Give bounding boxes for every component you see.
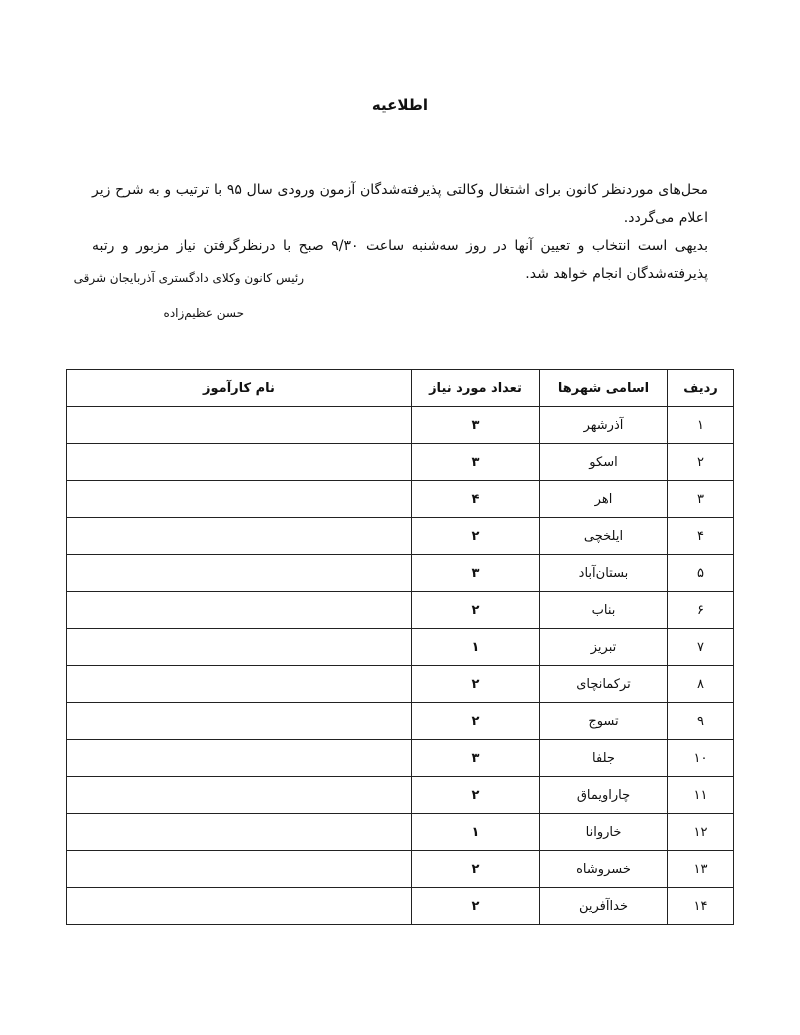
table-row [67,407,734,444]
table-body [67,407,734,925]
cell-count: ۲ [412,592,540,629]
cell-count: ۳ [412,407,540,444]
table-row [67,444,734,481]
cell-row-number: ۶ [668,592,734,629]
cell-trainee [67,814,412,851]
cell-count: ۳ [412,555,540,592]
cities-table [66,369,734,925]
cell-row-number: ۱۰ [668,740,734,777]
cell-city: چاراویماق [540,777,668,814]
cell-row-number: ۱۲ [668,814,734,851]
cell-count: ۳ [412,740,540,777]
table-row [67,703,734,740]
cell-count: ۴ [412,481,540,518]
table-row [67,518,734,555]
cell-trainee [67,629,412,666]
table-row [67,592,734,629]
cell-count: ۱ [412,814,540,851]
cell-count: ۲ [412,777,540,814]
cell-trainee [67,518,412,555]
cell-row-number: ۹ [668,703,734,740]
cell-row-number: ۳ [668,481,734,518]
cell-city: ترکمانچای [540,666,668,703]
cell-row-number: ۱۱ [668,777,734,814]
table-row [67,481,734,518]
table-row [67,740,734,777]
cell-trainee [67,407,412,444]
cell-count: ۲ [412,888,540,925]
cell-row-number: ۱ [668,407,734,444]
cell-city: جلفا [540,740,668,777]
cell-trainee [67,777,412,814]
cell-row-number: ۵ [668,555,734,592]
cell-trainee [67,888,412,925]
cell-city: خسروشاه [540,851,668,888]
cell-row-number: ۷ [668,629,734,666]
cell-city: بستان‌آباد [540,555,668,592]
cell-city: اهر [540,481,668,518]
cell-trainee [67,555,412,592]
cell-count: ۲ [412,703,540,740]
intro-line-1: محل‌های موردنظر کانون برای اشتغال وکالتی پذیرفته‌شدگان آزمون ورودی سال ۹۵ با ترتیب و به شرح زیر اعلام می‌گردد. [92,182,708,226]
cell-row-number: ۱۴ [668,888,734,925]
signer-name: حسن عظیم‌زاده [163,306,244,320]
signer-title: رئیس کانون وکلای دادگستری آذربایجان شرقی [73,271,304,285]
table-header-row [67,370,734,407]
cell-city: اسکو [540,444,668,481]
table-row [67,814,734,851]
table-row [67,777,734,814]
cell-count: ۲ [412,666,540,703]
cell-trainee [67,851,412,888]
table-row [67,851,734,888]
cell-count: ۱ [412,629,540,666]
cell-count: ۲ [412,851,540,888]
cell-count: ۳ [412,444,540,481]
cell-row-number: ۲ [668,444,734,481]
page-title: اطلاعیه [371,96,429,114]
intro-line-2: بدیهی است انتخاب و تعیین آنها در روز سه‌شنبه ساعت ۹/۳۰ صبح با درنظرگرفتن نیاز مزبور و رتبه پذیرفته‌شدگان انجام خواهد شد. [92,238,708,282]
cell-city: بناب [540,592,668,629]
cell-trainee [67,703,412,740]
cell-trainee [67,592,412,629]
table-row [67,629,734,666]
cell-trainee [67,444,412,481]
header-city: اسامی شهرها [540,370,668,407]
cell-trainee [67,481,412,518]
cell-row-number: ۱۳ [668,851,734,888]
table-row [67,666,734,703]
cell-row-number: ۸ [668,666,734,703]
cell-city: ایلخچی [540,518,668,555]
table-row [67,888,734,925]
cell-trainee [67,740,412,777]
cell-city: خاروانا [540,814,668,851]
table-row [67,555,734,592]
header-row-number: ردیف [668,370,734,407]
cell-trainee [67,666,412,703]
cell-city: آذرشهر [540,407,668,444]
header-trainee: نام کارآموز [67,370,412,407]
cell-city: تبریز [540,629,668,666]
cell-row-number: ۴ [668,518,734,555]
cell-city: خداآفرین [540,888,668,925]
header-count: تعداد مورد نیاز [412,370,540,407]
cell-city: تسوج [540,703,668,740]
cell-count: ۲ [412,518,540,555]
